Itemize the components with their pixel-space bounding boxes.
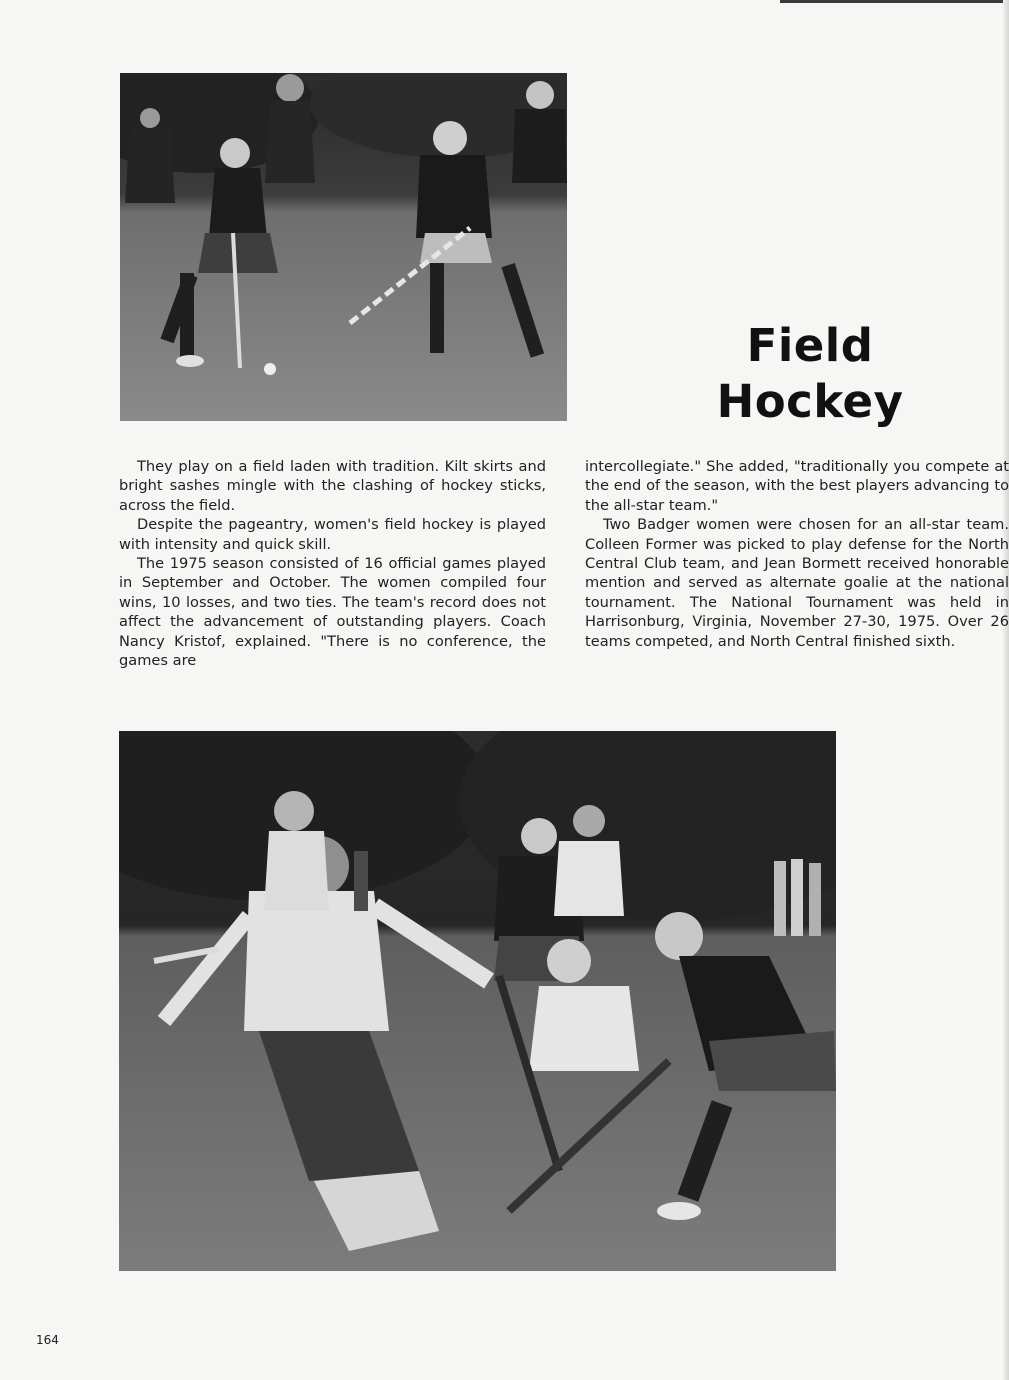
title-line-2: Hockey (716, 375, 904, 428)
paragraph: Despite the pageantry, women's field hockey is played with intensity and quick skill. (119, 516, 546, 553)
paragraph: intercollegiate." She added, "traditionally you compete at the end of the season, with the best players advancing to the all-star team." (585, 458, 1009, 514)
article-column-left (119, 457, 546, 670)
article-title (700, 318, 920, 430)
page-edge-shadow (780, 0, 1009, 3)
article-column-right (585, 457, 1009, 651)
paragraph: The 1975 season consisted of 16 official games played in September and October. The women compiled four wins, 10 losses, and two ties. The team's record does not affect the advancement of outstanding players. Coach Nancy Kristof, explained. "There is no conference, the games are (119, 555, 546, 670)
photo-image (119, 731, 836, 1271)
photo-players-with-sticks (120, 73, 567, 421)
page-number: 164 (36, 1333, 59, 1347)
photo-image (120, 73, 567, 421)
photo-game-action (119, 731, 836, 1271)
paragraph: Two Badger women were chosen for an all-star team. Colleen Former was picked to play defense for the North Central Club team, and Jean Bormett received honorable mention and served as alternate goalie at the national tournament. The National Tournament was held in Harrisonburg, Virginia, November 27-30, 1975. Over 26 teams competed, and North Central finished sixth. (585, 516, 1009, 650)
title-line-1: Field (746, 319, 874, 372)
page-edge-shadow (1003, 0, 1009, 1380)
paragraph: They play on a field laden with tradition. Kilt skirts and bright sashes mingle with the clashing of hockey sticks, across the field. (119, 458, 546, 514)
